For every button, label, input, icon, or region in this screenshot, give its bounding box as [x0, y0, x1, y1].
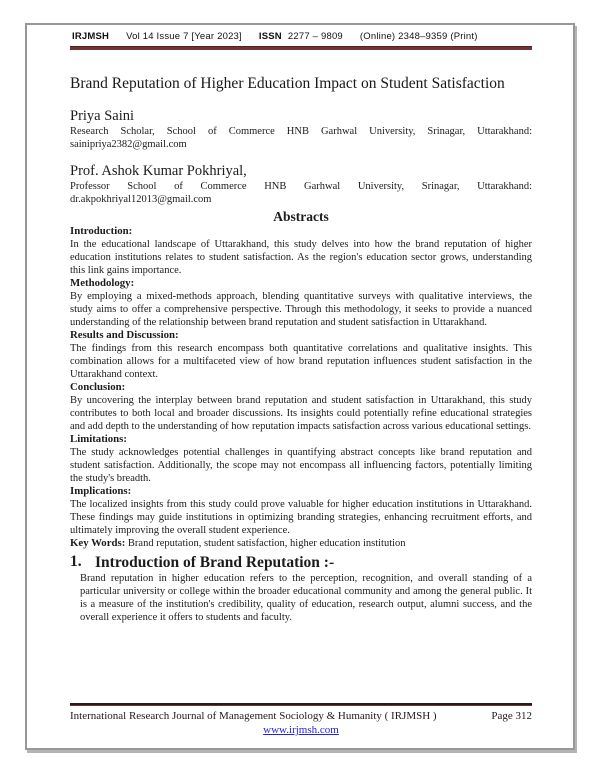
footer-page-number: Page 312 — [491, 710, 532, 722]
keywords-line — [70, 537, 532, 550]
header-rule — [70, 46, 532, 50]
paper-page — [25, 23, 575, 750]
abstract-section-results — [70, 329, 532, 381]
footer-link-line — [70, 723, 532, 737]
section-text: By uncovering the interplay between brand reputation and student satisfaction in Uttarakhand, this study contributes to both local and broader discussions. Its insights could potentially refine educational strategies and add depth to the understanding of how reputation impacts satisfaction across various educational settings. — [70, 395, 532, 433]
section-label: Introduction: — [70, 225, 133, 238]
issn-print-info: (Online) 2348–9359 (Print) — [359, 31, 478, 42]
section-text: In the educational landscape of Uttarakhand, this study delves into how the brand reputation of higher education institutions relates to student satisfaction. As the region's education sector grows, understanding this link gains importance. — [70, 239, 532, 277]
author-affiliation-2: Professor School of Commerce HNB Garhwal University, Srinagar, Uttarakhand: dr.akpokhriyal12013@gmail.com — [70, 180, 532, 206]
section-label: Methodology: — [70, 277, 135, 290]
section-label: Results and Discussion: — [70, 329, 179, 342]
footer-row — [70, 709, 532, 723]
section-text: The study acknowledges potential challenges in quantifying abstract concepts like brand reputation and student satisfaction. Additionally, the scope may not encompass all influencing factors, potentially limiting the study's breadth. — [70, 447, 532, 485]
keywords-text: Brand reputation, student satisfaction, higher education institution — [127, 538, 406, 550]
section-text: The findings from this research encompass both quantitative correlations and qualitative insights. This combination allows for a multifaceted view of how brand reputation influences student satisfaction in the Uttarakhand context. — [70, 343, 532, 381]
footer-journal-line: International Research Journal of Management Sociology & Humanity ( IRJMSH ) — [70, 710, 437, 722]
section-label: Limitations: — [70, 433, 127, 446]
section-heading-row — [70, 553, 532, 572]
abstract-section-limitations — [70, 433, 532, 485]
author-name-2: Prof. Ashok Kumar Pokhriyal, — [70, 162, 247, 179]
page-footer — [70, 703, 532, 737]
abstract-section-methodology — [70, 277, 532, 329]
section-text: By employing a mixed-methods approach, blending quantitative surveys with qualitative interviews, the study aims to offer a comprehensive perspective. Through this methodology, it seeks to provide a nuanced understanding of the relationship between brand reputation and student satisfaction in Uttarakhand. — [70, 291, 532, 329]
author-name-1: Priya Saini — [70, 107, 135, 124]
article-title: Brand Reputation of Higher Education Impact on Student Satisfaction — [70, 75, 505, 92]
section-number: 1. — [70, 553, 82, 571]
section-label: Implications: — [70, 485, 132, 498]
section-heading: Introduction of Brand Reputation :- — [95, 554, 335, 572]
page-content — [27, 25, 573, 748]
abstract-section-conclusion — [70, 381, 532, 433]
journal-abbr: IRJMSH — [72, 31, 110, 42]
issn-online — [259, 31, 343, 42]
footer-website-link[interactable]: www.irjmsh.com — [263, 724, 339, 736]
section-label: Conclusion: — [70, 381, 126, 394]
abstract-section-implications — [70, 485, 532, 537]
abstract-heading: Abstracts — [273, 209, 329, 225]
footer-rule — [70, 703, 532, 706]
issn-number: 2277 – 9809 — [287, 31, 343, 42]
author-affiliation-1: Research Scholar, School of Commerce HNB Garhwal University, Srinagar, Uttarakhand: sainipriya2382@gmail.com — [70, 125, 532, 150]
keywords-label: Key Words: — [70, 537, 126, 550]
journal-header — [70, 31, 532, 42]
volume-issue-info: Vol 14 Issue 7 [Year 2023] — [126, 31, 242, 42]
issn-label: ISSN — [258, 31, 282, 42]
section-text: The localized insights from this study could prove valuable for higher education institutions in Uttarakhand. These findings may guide institutions in optimizing branding strategies, enhancing recruitment efforts, and ultimately improving the overall student experience. — [70, 499, 532, 537]
abstract-section-introduction — [70, 225, 532, 277]
section-body: Brand reputation in higher education refers to the perception, recognition, and overall standing of a particular university or college within the broader educational community and among the general public. It is a measure of the institution's credibility, quality of education, research output, alumni success, and the overall experience it offers to students and faculty. — [80, 573, 532, 624]
